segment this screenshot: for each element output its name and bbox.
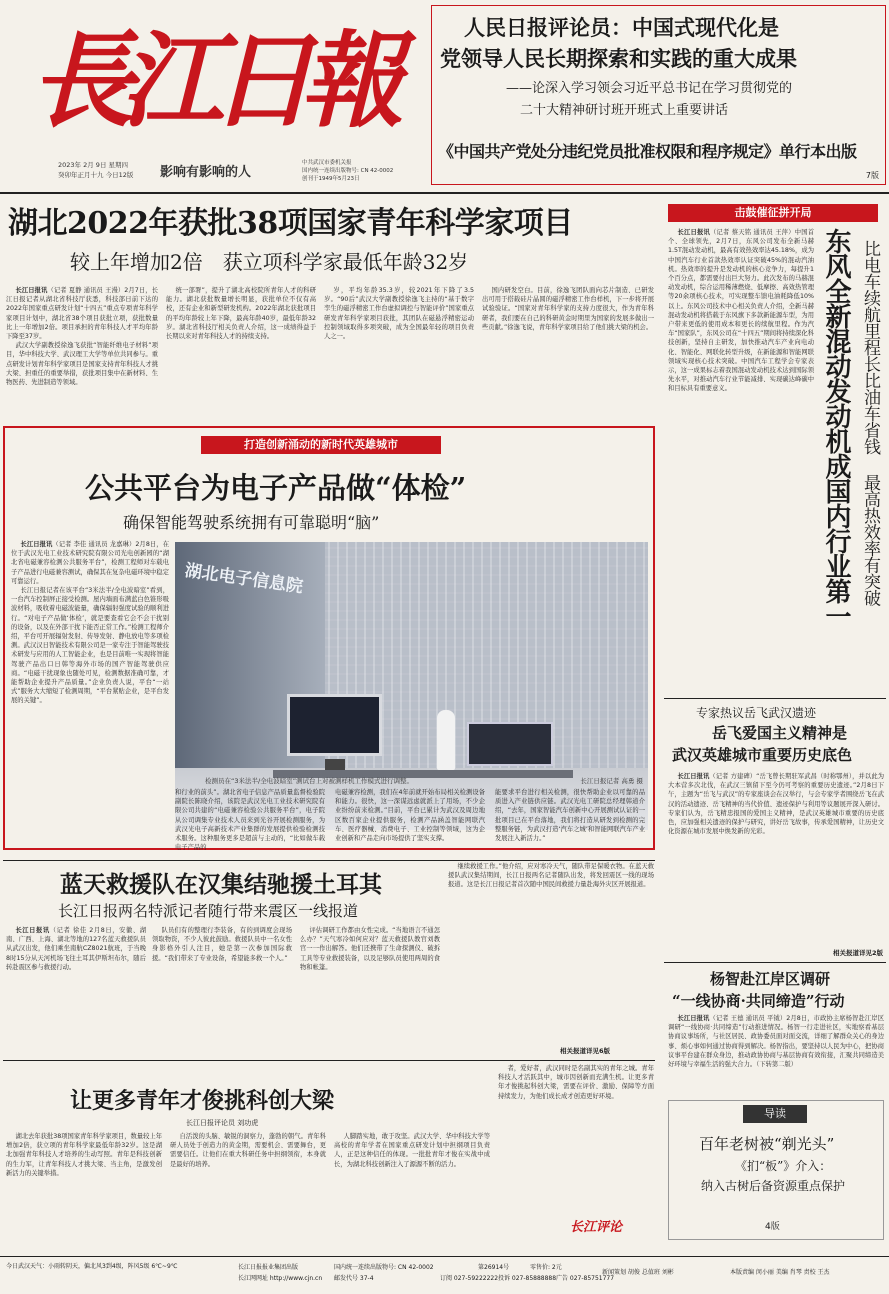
right-kicker: 击鼓催征拼开局 (668, 204, 878, 222)
editorial-col-4: 者，爱好者，武汉同时是名副其实的青年之城。青年科技人才活跃其中，城市因创新而充满生机。让更多青年才俊挑起科创大梁，需要在评价、激励、保障等方面持续发力，为他们成长成才创造更好环境。 (498, 1065, 654, 1100)
footer-publisher: 长江日报报业集团出版 (238, 1264, 299, 1271)
footer-issue-no: 第26914号 (478, 1264, 510, 1271)
rescue-more: 相关报道详见6版 (560, 1047, 611, 1055)
feature-bottom-col-1 (175, 841, 325, 842)
guide-headline: 百年老树被“剃光头” (699, 1135, 835, 1153)
founded-line: 创刊于1949年5月23日 (302, 176, 360, 182)
technician-figure (437, 710, 455, 770)
photo-caption: 检测员在“3米法半/全电波暗室”测试台上对被测样机工作模式进行调整。 (205, 777, 414, 785)
editorial-headline: 让更多青年才俊挑科创大梁 (70, 1088, 335, 1114)
editorial-col-1: 湖北去年获批38项国家青年科学家项目，数量较上年增加2倍，获立项的青年科学家最低年龄32岁。这是湖北加强青年科技人才培养的生动写照。青年是科技创新的生力军，让青年科技人才挑大梁、当主角，是激发创新活力的关键举措。 (6, 1133, 162, 1177)
right-bottom-headline-1: 杨智赴江岸区调研 (710, 970, 831, 988)
footer-editors-right: 本版责编 闵小丽 美编 肖琴 责校 王杰 (730, 1269, 830, 1276)
right-mid-more: 相关报道详见2版 (832, 949, 883, 957)
editorial-col-3: 人脚踏实地，敢于攻坚。武汉大学、华中科技大学等高校的青年学者在国家重点研发计划中担纲项目负责人，正是这种信任的体现。一批批青年才俊在实战中成长，为湖北科技创新注入了源源不断的活力。 (334, 1133, 490, 1168)
rescue-headline: 蓝天救援队在汉集结驰援土耳其 (60, 871, 382, 898)
date-line: 2023年 2月 9日 星期四 (58, 161, 129, 169)
newspaper-logo: 長江日報 (30, 19, 391, 142)
top-sub-1: ——论深入学习领会习近平总书记在学习贯彻党的 (506, 81, 793, 96)
cn-line: 中共武汉市委机关报 (302, 160, 352, 166)
top-headline-1: 人民日报评论员：中国式现代化是 (464, 15, 779, 40)
top-headline-3: 《中国共产党处分违纪党员批准权限和程序规定》单行本出版 (438, 142, 857, 161)
footer-weather: 今日武汉天气：小雨转阴天，偏北风3到4级，阵风5级 6℃~9℃ (6, 1263, 178, 1270)
footer-subscribe: 订阅 027-59222222 (440, 1275, 499, 1282)
footer-retail: 零售价: 2元 (530, 1264, 562, 1271)
feature-photo (175, 542, 648, 774)
right-bottom-body: 长江日报讯（记者 王德 通讯员 平钺）2月8日，市政协主席杨智赴江岸区调研“一线协商·共同缔造”行动推进情况。杨智一行走进社区，实地察看基层协商议事场所，与社区居民、政协委员面对面交流，详细了解群众关心的身边事、烦心事如何通过协商得到解决。杨智指出，要坚持以人民为中心，把协商议事平台建在群众身边，推动政协协商与基层协商有效衔接，汇聚共同缔造美好环境与幸福生活的强大合力。（下转第二版） (668, 1015, 884, 1069)
feature-bottom-col-2: 电磁兼容检测，我们在4年前就开始布局相关检测设备和能力。很快，这一深谋远虑就派上了用场，不少企业纷纷前来检测。”目前，平台已累计为武汉及周边地区数百家企业提供服务，检测产品涵盖智能网联汽车、医疗器械、消费电子、工业控制等领域，这为企业创新和产品走向市场提供了坚实支撑。 (335, 789, 485, 843)
footer-editors-left: 新闻策划 胡俊 总值班 刘彬 (602, 1269, 674, 1276)
feature-bottom-col-1: 和行业的前头”。湖北省电子信息产品质量监督检验院副院长陈晓介绍，该院是武汉光电工业技术研究院有限公司共建的“电磁兼容检验公共服务平台”，电子院从公司调集专业技术人员来到光谷开展检测服务，为武汉光电子高新技术产业集群的发展提供检验检测技术服务。这种服务更多是超前与主动的，“比如做车载电子产品的 (175, 789, 325, 852)
feature-kicker: 打造创新涌动的新时代英雄城市 (201, 436, 441, 454)
rescue-col-2: 队员们有的整理行李装备，有的到调度会现场领取物资，不少人彼此鼓励。救援队员中一名女性身影格外引人注目，她是第一次参加国际救援。“我们带来了专业设备，希望能多救一个人。” (152, 927, 292, 962)
top-sub-2: 二十大精神研讨班开班式上重要讲话 (520, 103, 729, 118)
guide-sub-2: 纳入古树后备资源重点保护 (701, 1179, 846, 1193)
rescue-col-4: 继续救援工作。”他介绍，应对寒冷天气，随队带足保暖衣物。在蓝天救援队武汉集结期间，长江日报两名记者随队出发，将发回震区一线的现场报道。这是长江日报记者首次随中国民间救援力量赴海外灾区开展报道。 (448, 863, 654, 889)
lead-col-1: 长江日报讯（记者 夏静 通讯员 王漫）2月7日，长江日报记者从湖北省科技厅获悉，科技部日前下达的2022年国家重点研发计划“十四五”重点专项青年科学家项目计划中，湖北省38个项目获批立项，获批数量比上一年增加2倍。项目承担的青年科技人才平均年龄下降至37岁。 武汉大学副教授徐逸飞获批“智能纤维电子材料”项目，华中科技大学、武汉理工大学等单位共同参与。重点研发计划青年科学家项目是国家支持青年科技人才挑大梁、担重任的重要举措，获批项目集中在新材料、生物医药、先进制造等领域。 (6, 287, 158, 387)
feature-left-col: 长江日报讯（记者 李佳 通讯员 龙嘉琳）2月8日，在位于武汉光电工业技术研究院有限公司光电创新园的“湖北省电磁兼容检测公共服务平台”，检测工程师对车载电子产品进行电磁兼容测试，确保其在复杂电磁环境中稳定可靠运行。 长江日报记者在该平台“3米法半/全电波暗室”看到，一台汽车控制屏正接受检测。屋内墙面布满蓝白色锥形吸波材料，吸收着电磁波能量，确保辐射强度试验的顺利进行。“对电子产品做‘体检’，就是要查看它会不会干扰别的设备，以及在外部干扰下能否正常工作。”检测工程师介绍，平台可开展辐射发射、传导发射、静电放电等多项检测。武汉汉日智能技术有限公司是一家专注于智能驾驶技术研发与应用的人工智能企业，也是目前唯一实现将智能驾驶产品出口日韩等海外市场的国产智能驾驶供应商。“电磁干扰现象也随处可见，检测数据准确可靠，才能帮助企业提升产品质量。”企业负责人说，平台“一站式”服务大大缩短了检测周期，“平台紧贴企业，是平台发展的关键”。 (11, 541, 169, 705)
editorial-byline: 长江日报评论员 刘功虎 (186, 1119, 259, 1127)
footer-complaint: 投诉 027-85888888 (498, 1275, 557, 1282)
footer-cn: 国内统一连续出版物号: CN 42-0002 (334, 1264, 434, 1271)
right-feature-side-headline: 比电车续航里程长比油车省钱 最高热效率有突破 (860, 240, 880, 606)
feature-bc-1 (175, 842, 176, 843)
feature-subhead: 确保智能驾驶系统拥有可靠聪明“脑” (123, 513, 380, 532)
right-feature-headline: 东风全新混动发动机成国内行业第一 (821, 228, 851, 628)
rescue-col-3: 评估调研工作都由女性完成。“当地语言不通怎么办？”天气寒冷如何应对？蓝天救援队教官刘教官一一作出解答。他们还携带了生命探测仪、破拆工具等专业救援装备，以及足够队员使用两周的食物和帐篷。 (300, 927, 440, 971)
rescue-col-1: 长江日报讯（记者 徐佳 2月8日，安徽、湖南、广西、上海、湖北等地的127名蓝天救援队员从武汉出发，他们乘坐南航CZ8021航班，于当晚8时15分从天河机场飞往土耳其伊斯坦布尔，随后转赴震区参与救援行动。 (6, 927, 146, 971)
lead-headline: 湖北2022年获批38项国家青年科学家项目 (8, 206, 573, 241)
lead-col-2: 统一部署”，提升了湖北高校院所青年人才的科研能力。湖北获批数量增长明显，获批单位不仅有高校，还有企业和新型研发机构。2022年湖北获批项目的平均年龄较上年下降，最高年龄40岁，最低年龄32岁。湖北省科技厅相关负责人介绍，这一成绩得益于长期以来对青年科技人才的持续支持。 (166, 287, 316, 341)
lead-col-3: 岁，平均年龄35.3岁，较2021年下降了3.5岁。“90后”武汉大学副教授徐逸飞主持的“基于数字孪生的磁浮精密工作台虚拟调控与智能评价”国家重点研发青年科学家项目获批，其团队在磁悬浮精密运动控制领域取得多项突破，成为全国最年轻的项目负责人之一。 (324, 287, 474, 341)
slogan: 影响有影响的人 (160, 165, 252, 180)
right-mid-headline-1: 岳飞爱国主义精神是 (712, 724, 848, 742)
lead-col-4: 国内研发空白。目前，徐逸飞团队面向芯片制造、已研发出可用于搭载硅片晶圆的磁浮精密工作台样机，下一步将开展试验验证。“国家对青年科学家的支持力度很大，作为青年科研者，我们要在自己的科研黄金时期里为国家的发展多做出一些贡献。”徐逸飞说，青年科学家项目给了他们挑大梁的机会。 (482, 287, 654, 331)
photo-wall-sign: 湖北电子信息院 (183, 560, 305, 598)
right-mid-headline-2: 武汉英雄城市重要历史底色 (672, 746, 853, 764)
right-mid-body: 长江日报讯（记者 方建碑）“岳飞曾长期驻军武昌（时称鄂州），并以此为大本营多次北伐，在武汉三镇留下至今仍可考察的重要历史遗迹。”2月8日下午，主题为“岳飞与武汉”的专家座谈会在汉举行，与会专家学者围绕岳飞在武汉的活动遗迹、岳飞精神的当代价值、遗迹保护与利用等议题展开深入研讨。专家们认为，岳飞精忠报国的爱国主义精神，是武汉英雄城市重要的历史底色，应加强相关遗迹的保护与研究，讲好岳飞故事，传承爱国精神，让历史文化资源在城市发展中焕发新的光彩。 (668, 773, 884, 836)
lunar-line: 癸卯年正月十九 今日12版 (58, 171, 134, 179)
rescue-subhead: 长江日报两名特派记者随行带来震区一线报道 (58, 902, 359, 920)
masthead (0, 0, 428, 190)
test-monitor-icon (287, 694, 382, 756)
top-headline-2: 党领导人民长期探索和实践的重大成果 (440, 46, 797, 71)
photo-credit: 长江日报记者 高勇 摄 (580, 777, 643, 785)
right-bottom-headline-2: “一线协商·共同缔造”行动 (672, 992, 845, 1010)
footer-mail: 邮发代号 37-4 (334, 1275, 374, 1282)
lead-subhead: 较上年增加2倍 获立项科学家最低年龄32岁 (70, 250, 469, 274)
guide-sub-1: 《扪“板”》介入： (735, 1159, 832, 1173)
editorial-stamp: 长江评论 (570, 1220, 623, 1235)
footer-ad: 广告 027-85751777 (556, 1275, 615, 1282)
feature-bottom-col-3: 能要求平台进行相关检测，很快帮助企业以可靠的品质进入产业链供应链。武汉光电工研院总经理韩道介绍，“去年，国家智能汽车创新中心开展测试认证的一批项目已在平台落地，我们将打造从研发到检测的完整服务链，为武汉打造‘汽车之城’和智能网联汽车产业发展注入新活力。” (495, 789, 645, 843)
guide-label: 导读 (743, 1105, 807, 1123)
editorial-col-2: 自活泼的头脑、敏锐的洞察力，蓬勃的朝气。青年科研人员处于创造力的黄金期，需要机会、需要舞台，更需要信任。让他们在重大科研任务中担纲领衔，本身就是最好的培养。 (170, 1133, 326, 1168)
right-mid-kicker: 专家热议岳飞武汉遗迹 (696, 706, 817, 720)
right-feature-body: 长江日报讯（记者 蔡天铭 通讯员 王萍）中国首个、全球领先，2月7日，东风公司发布全新马赫1.5T混动发动机，最高有效热效率达45.18%，成为中国汽车行业首款热效率认证突破45%的混动汽油机。热效率的提升是发动机的核心竞争力，每提升1个百分点，都需要付出巨大努力。此次发布的马赫混动发动机，综合运用稀薄燃烧、低摩擦、高效热管理等20余项核心技术，可实现整车馈电油耗降低10%以上。东风公司技术中心相关负责人介绍，全新马赫混动发动机将搭载于东风旗下多款新能源车型，为用户带来更低的使用成本和更长的续航里程。作为汽车“国家队”，东风公司在“十四五”期间将持续深化科技创新，坚持自主研发，加快推动汽车产业向电动化、智能化、网联化转型升级，在新能源和智能网联领域实现核心技术突破。中国汽车工程学会专家表示，这一成果标志着我国混动发动机技术达到国际领先水平，对推动汽车行业节能减排、实现碳达峰碳中和目标具有重要意义。 (668, 229, 815, 393)
guide-page: 4版 (765, 1222, 780, 1232)
feature-box (3, 426, 655, 850)
guide-box (668, 1100, 884, 1240)
issue-line: 国内统一连续出版物号: CN 42-0002 (302, 168, 394, 174)
feature-headline: 公共平台为电子产品做“体检” (85, 471, 467, 505)
top-right-box (431, 5, 886, 185)
top-page-ref: 7版 (865, 171, 879, 180)
footer-website: 长江网网址 http://www.cjn.cn (238, 1275, 323, 1282)
